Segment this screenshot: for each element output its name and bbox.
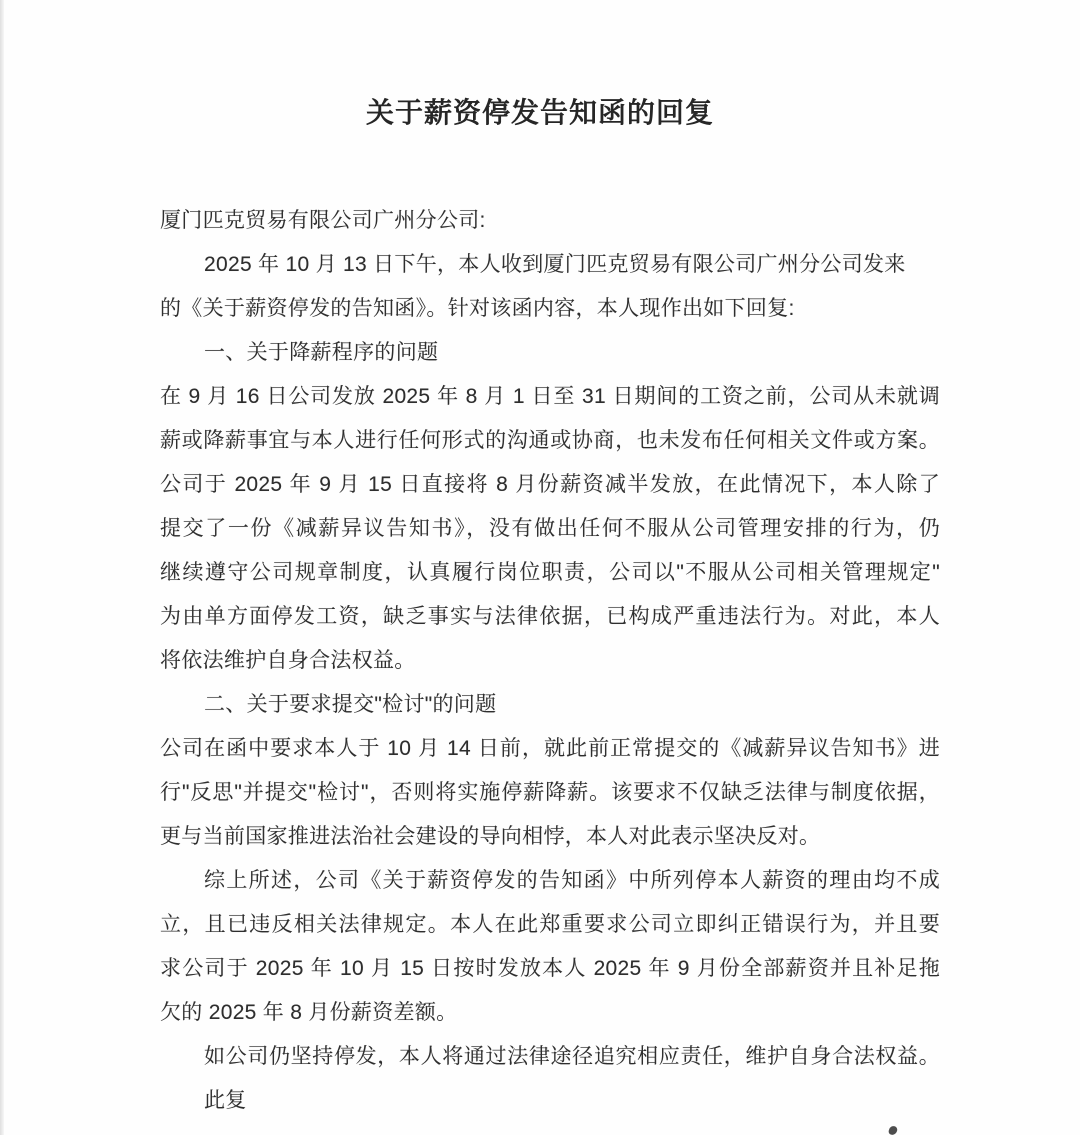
document-line: 综上所述，公司《关于薪资停发的告知函》中所列停本人薪资的理由均不成 <box>204 869 940 892</box>
page-scan-left-edge <box>0 0 4 1135</box>
document-line: 薪或降薪事宜与本人进行任何形式的沟通或协商，也未发布任何相关文件或方案。 <box>160 429 940 452</box>
document-line: 求公司于 2025 年 10 月 15 日按时发放本人 2025 年 9 月份全部薪资并且补足拖 <box>160 957 940 980</box>
document-line: 更与当前国家推进法治社会建设的导向相悖，本人对此表示坚决反对。 <box>160 825 821 848</box>
document-line: 为由单方面停发工资，缺乏事实与法律依据，已构成严重违法行为。对此，本人 <box>160 605 940 628</box>
document-line: 欠的 2025 年 8 月份薪资差额。 <box>160 1001 458 1024</box>
ink-speck-artifact <box>888 1125 898 1135</box>
document-line: 二、关于要求提交"检讨"的问题 <box>204 693 497 716</box>
document-title: 关于薪资停发告知函的回复 <box>365 97 714 128</box>
document-line: 继续遵守公司规章制度，认真履行岗位职责，公司以"不服从公司相关管理规定" <box>160 561 940 584</box>
document-line: 立，且已违反相关法律规定。本人在此郑重要求公司立即纠正错误行为，并且要 <box>160 913 940 936</box>
document-line: 如公司仍坚持停发，本人将通过法律途径追究相应责任，维护自身合法权益。 <box>204 1045 940 1068</box>
document-line: 公司于 2025 年 9 月 15 日直接将 8 月份薪资减半发放，在此情况下，本人除了 <box>160 473 940 496</box>
document-line: 公司在函中要求本人于 10 月 14 日前，就此前正常提交的《减薪异议告知书》进 <box>160 737 940 760</box>
document-line: 一、关于降薪程序的问题 <box>204 341 439 364</box>
document-line: 的《关于薪资停发的告知函》。针对该函内容，本人现作出如下回复: <box>160 297 795 320</box>
document-line: 行"反思"并提交"检讨"，否则将实施停薪降薪。该要求不仅缺乏法律与制度依据， <box>160 781 940 804</box>
document-line: 将依法维护自身合法权益。 <box>160 649 416 672</box>
document-line: 在 9 月 16 日公司发放 2025 年 8 月 1 日至 31 日期间的工资之前，公司从未就调 <box>160 385 940 408</box>
document-body <box>160 199 940 1123</box>
document-line: 2025 年 10 月 13 日下午，本人收到厦门匹克贸易有限公司广州分公司发来 <box>204 253 906 276</box>
document-line: 厦门匹克贸易有限公司广州分公司: <box>160 209 486 232</box>
document-line: 此复 <box>204 1089 247 1112</box>
document-line: 提交了一份《减薪异议告知书》，没有做出任何不服从公司管理安排的行为，仍 <box>160 517 940 540</box>
